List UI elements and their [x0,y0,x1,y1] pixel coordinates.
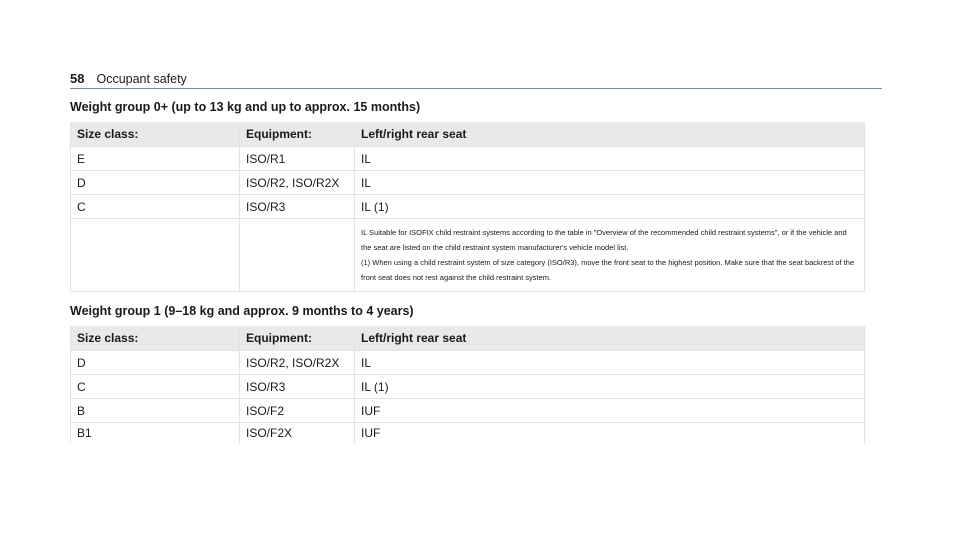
rear-seat-cell: IL (1) [355,195,865,219]
weight-group-0-title: Weight group 0+ (up to 13 kg and up to approx. 15 months) [70,100,421,114]
table-header-row [71,326,865,351]
equipment-cell: ISO/R2, ISO/R2X [240,171,355,195]
table-row [71,147,865,171]
table-row [71,423,865,444]
rear-seat-cell: IUF [355,423,865,444]
weight-group-1-title: Weight group 1 (9–18 kg and approx. 9 months to 4 years) [70,304,414,318]
header-rule [70,88,882,89]
column-header-rear-seat: Left/right rear seat [355,122,865,147]
weight-group-0-table [70,122,865,292]
page-header [70,71,187,86]
size-class-cell: E [71,147,240,171]
size-class-cell: C [71,195,240,219]
empty-cell [71,219,240,292]
size-class-cell: B [71,399,240,423]
rear-seat-cell: IL [355,351,865,375]
rear-seat-cell: IL (1) [355,375,865,399]
note-1: (1) When using a child restraint system of size category (ISO/R3), move the front seat to the highest position. Make sure that the seat backrest of the front seat does not rest against the child restraint system. [361,258,855,282]
table-row [71,351,865,375]
column-header-size-class: Size class: [71,122,240,147]
size-class-cell: C [71,375,240,399]
rear-seat-cell: IUF [355,399,865,423]
column-header-rear-seat: Left/right rear seat [355,326,865,351]
table-row [71,195,865,219]
size-class-cell: D [71,351,240,375]
weight-group-1-table [70,326,865,443]
section-title: Occupant safety [96,72,187,86]
column-header-size-class: Size class: [71,326,240,351]
rear-seat-cell: IL [355,147,865,171]
notes-row [71,219,865,292]
table-row [71,399,865,423]
page-number: 58 [70,71,85,86]
table-row [71,375,865,399]
equipment-cell: ISO/R3 [240,375,355,399]
equipment-cell: ISO/R2, ISO/R2X [240,351,355,375]
note-il: IL Suitable for ISOFIX child restraint systems according to the table in "Overview of the recommended child restraint systems", or if the vehicle and the seat are listed on the child restraint system manufacturer's vehicle model list. [361,228,847,252]
column-header-equipment: Equipment: [240,122,355,147]
empty-cell [240,219,355,292]
size-class-cell: D [71,171,240,195]
notes-cell [355,219,865,292]
equipment-cell: ISO/F2X [240,423,355,444]
table-header-row [71,122,865,147]
equipment-cell: ISO/F2 [240,399,355,423]
equipment-cell: ISO/R1 [240,147,355,171]
table-row [71,171,865,195]
size-class-cell: B1 [71,423,240,444]
rear-seat-cell: IL [355,171,865,195]
equipment-cell: ISO/R3 [240,195,355,219]
column-header-equipment: Equipment: [240,326,355,351]
